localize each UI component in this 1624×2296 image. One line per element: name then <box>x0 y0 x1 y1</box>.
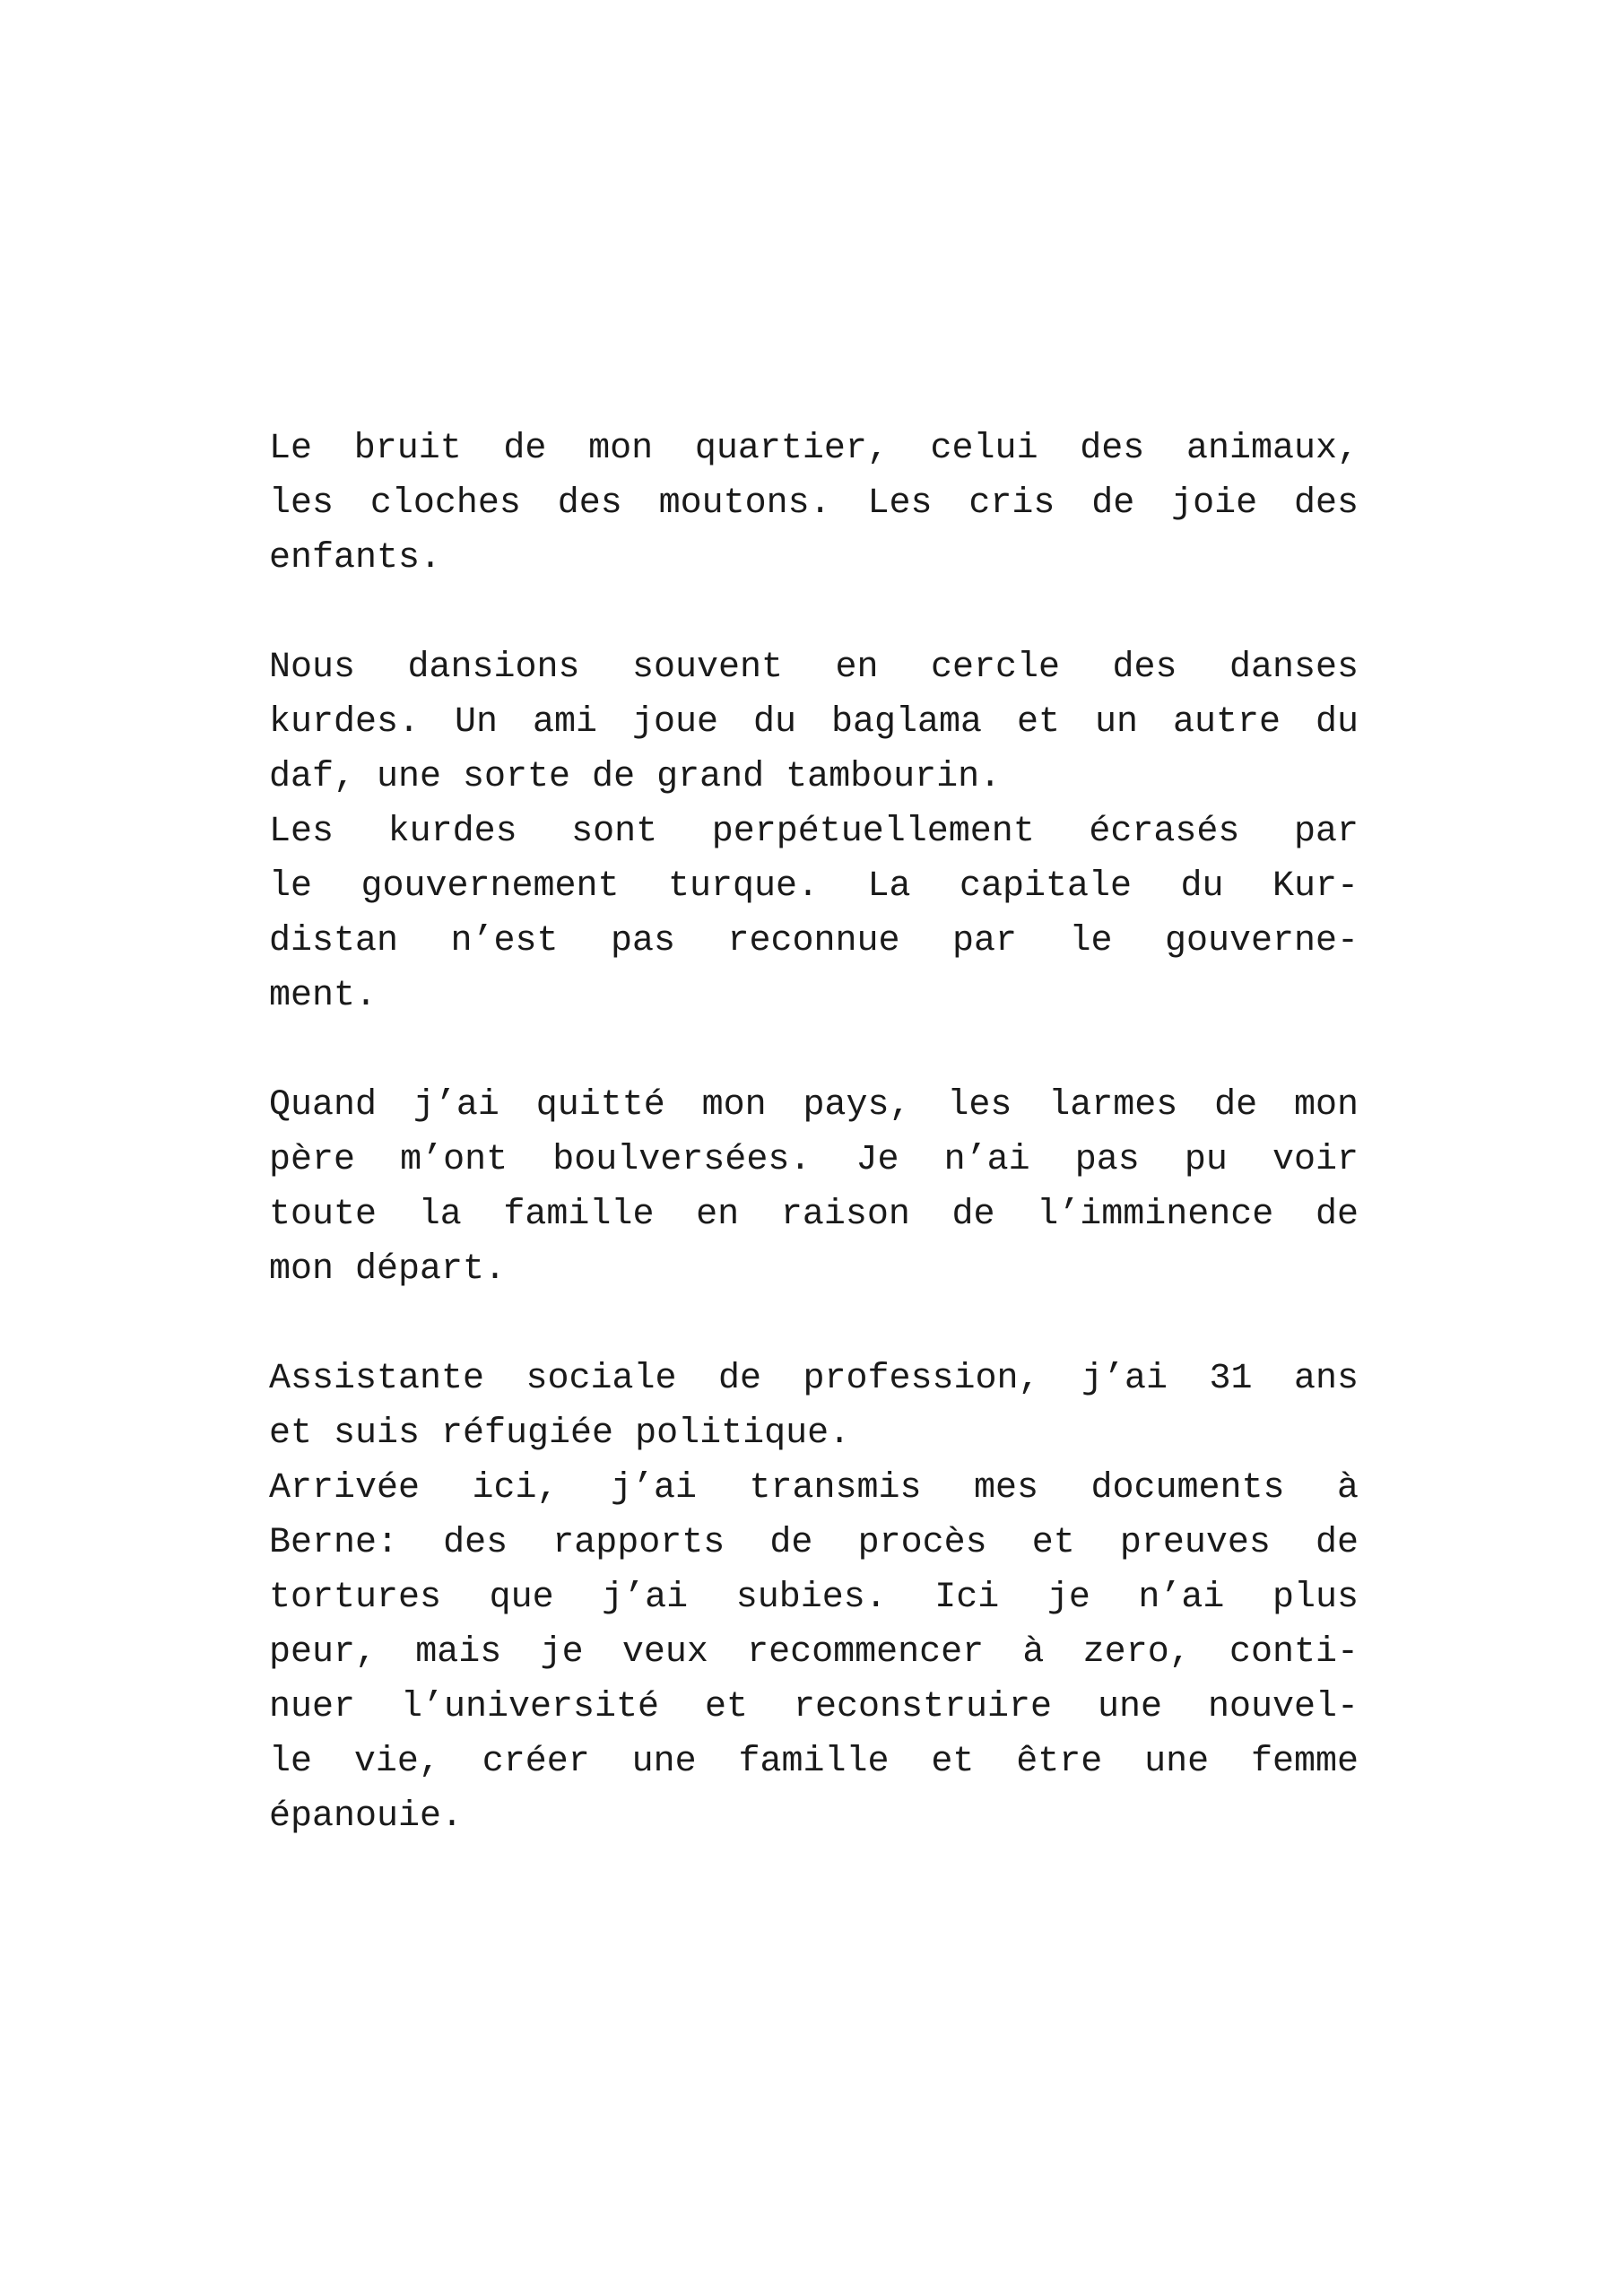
paragraph-2 <box>269 640 1359 1023</box>
text-line: distan n’est pas reconnue par le gouverne- <box>269 921 1359 961</box>
text-line: tortures que j’ai subies. Ici je n’ai plus <box>269 1578 1359 1618</box>
text-line: Assistante sociale de profession, j’ai 31 ans <box>269 1359 1359 1399</box>
text-line: Arrivée ici, j’ai transmis mes documents à <box>269 1468 1359 1509</box>
text-line: le vie, créer une famille et être une femme <box>269 1742 1359 1782</box>
text-line: Quand j’ai quitté mon pays, les larmes de mon <box>269 1085 1359 1126</box>
text-line: père m’ont boulversées. Je n’ai pas pu voir <box>269 1140 1359 1180</box>
paragraph-3 <box>269 1078 1359 1297</box>
text-line: nuer l’université et reconstruire une nouvel- <box>269 1687 1359 1727</box>
text-line: Berne: des rapports de procès et preuves de <box>269 1523 1359 1563</box>
text-line: et suis réfugiée politique. <box>269 1413 851 1454</box>
text-line: Le bruit de mon quartier, celui des animaux, <box>269 429 1359 469</box>
text-line: enfants. <box>269 538 442 578</box>
paragraph-1 <box>269 422 1359 586</box>
text-line: épanouie. <box>269 1796 464 1837</box>
text-line: kurdes. Un ami joue du baglama et un autre du <box>269 702 1359 743</box>
text-line: Les kurdes sont perpétuellement écrasés par <box>269 812 1359 852</box>
text-line: Nous dansions souvent en cercle des danses <box>269 648 1359 688</box>
text-line: ment. <box>269 976 378 1016</box>
text-line: toute la famille en raison de l’imminence de <box>269 1195 1359 1235</box>
text-line: peur, mais je veux recommencer à zero, conti- <box>269 1632 1359 1673</box>
body-text <box>269 422 1359 1899</box>
text-line: mon départ. <box>269 1249 507 1290</box>
text-line: daf, une sorte de grand tambourin. <box>269 757 1002 797</box>
text-line: le gouvernement turque. La capitale du Kur- <box>269 866 1359 907</box>
paragraph-4 <box>269 1352 1359 1844</box>
text-line: les cloches des moutons. Les cris de joie des <box>269 483 1359 524</box>
